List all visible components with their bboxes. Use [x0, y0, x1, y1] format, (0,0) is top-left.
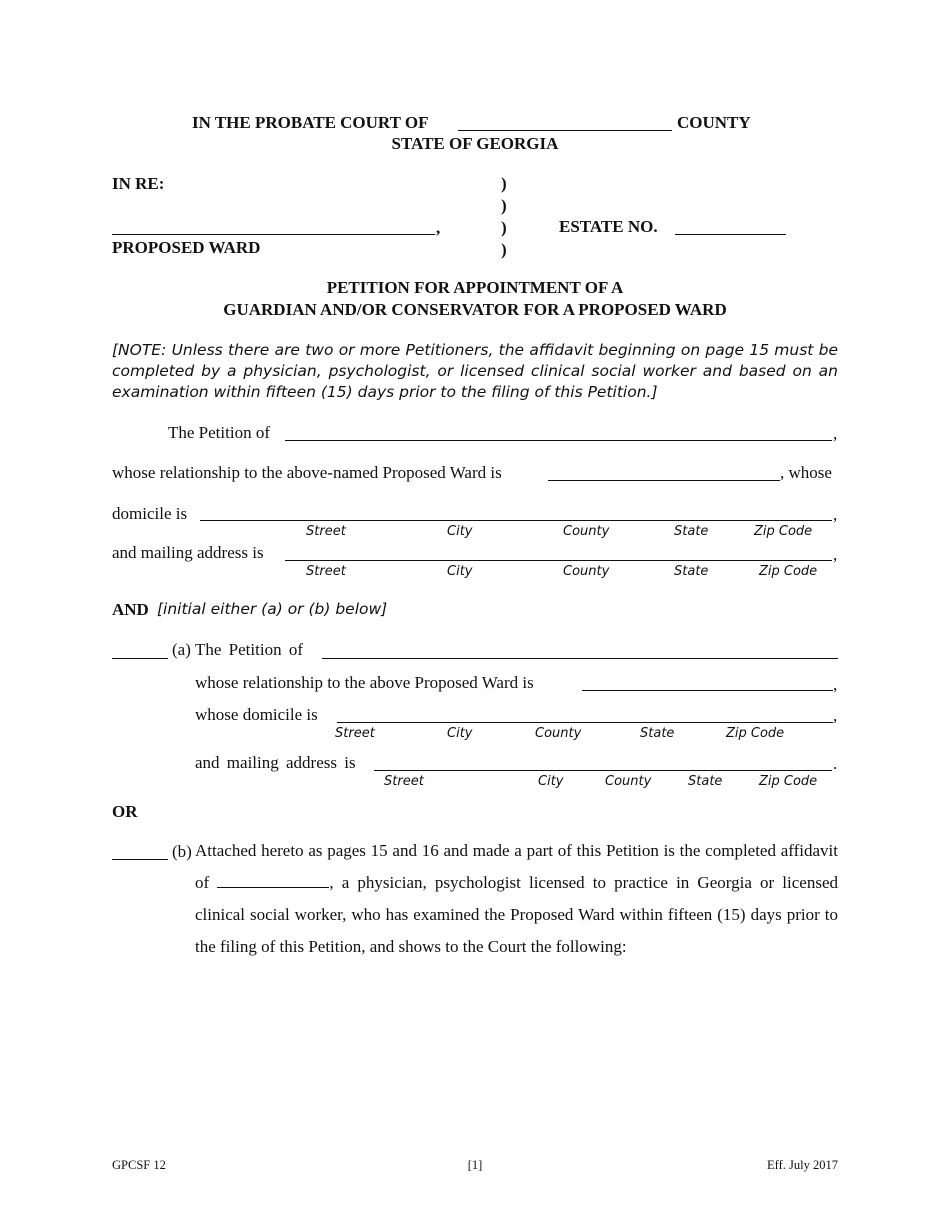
mailing-caption-street: Street [306, 564, 346, 579]
option-a-name-blank[interactable] [322, 658, 838, 659]
mailing-blank[interactable] [285, 560, 832, 561]
domicile-caption-county: County [563, 524, 610, 539]
domicile-caption-city: City [447, 524, 473, 539]
domicile-blank[interactable] [200, 520, 832, 521]
domicile-label: domicile is [112, 504, 188, 523]
footer-form-id: GPCSF 12 [112, 1158, 166, 1172]
option-a-mailing-caption-state: State [688, 774, 723, 789]
domicile-caption-street: Street [306, 524, 346, 539]
and-label: AND [112, 600, 149, 619]
domicile-caption-zip: Zip Code [754, 524, 813, 539]
mailing-caption-state: State [674, 564, 709, 579]
option-a-relationship-label: whose relationship to the above Proposed Ward is [195, 673, 534, 692]
estate-no-blank[interactable] [675, 234, 786, 235]
option-a-domicile-caption-county: County [535, 726, 582, 741]
petitioner-name-blank[interactable] [285, 440, 832, 441]
option-a-label: (a) [172, 640, 191, 659]
option-a-mailing-blank[interactable] [374, 770, 832, 771]
county-name-blank[interactable] [458, 130, 672, 131]
caption-comma: , [436, 218, 441, 237]
proposed-ward-name-blank[interactable] [112, 234, 435, 235]
caption-paren-1: ) [501, 174, 507, 193]
estate-no-label: ESTATE NO. [559, 217, 658, 236]
option-a-mailing-caption-city: City [538, 774, 564, 789]
court-suffix: COUNTY [677, 113, 751, 132]
relationship-suffix: , whose [780, 463, 832, 482]
option-a-domicile-comma: , [833, 706, 838, 725]
domicile-caption-state: State [674, 524, 709, 539]
footer-page-number: [1] [467, 1158, 483, 1172]
option-b-initial-blank[interactable] [112, 859, 168, 860]
option-a-mailing-caption-county: County [605, 774, 652, 789]
option-a-mailing-period: . [833, 754, 838, 773]
title-line-2: GUARDIAN AND/OR CONSERVATOR FOR A PROPOSED WARD [223, 300, 727, 319]
option-a-petition-of: The Petition of [195, 640, 303, 659]
option-a-domicile-caption-street: Street [335, 726, 375, 741]
option-a-domicile-caption-state: State [640, 726, 675, 741]
option-b-text-2: , a physician, psychologist licensed to practice in Georgia or licensed clinical social worker, who has examined the Proposed Ward within fifteen (15) days prior to the filing of this Petition, and shows to the Court the following: [195, 873, 839, 956]
option-a-domicile-caption-city: City [447, 726, 473, 741]
relationship-blank[interactable] [548, 480, 780, 481]
mailing-comma: , [833, 545, 838, 564]
caption-paren-4: ) [501, 240, 507, 259]
state-heading: STATE OF GEORGIA [391, 134, 559, 153]
option-a-mailing-caption-street: Street [384, 774, 424, 789]
domicile-comma: , [833, 505, 838, 524]
option-a-domicile-label: whose domicile is [195, 705, 318, 724]
petitioner-comma: , [833, 424, 838, 443]
and-instruction: [initial either (a) or (b) below] [157, 600, 388, 618]
or-label: OR [112, 802, 138, 821]
petition-of-label: The Petition of [168, 423, 270, 442]
caption-paren-2: ) [501, 196, 507, 215]
option-a-domicile-blank[interactable] [337, 722, 833, 723]
relationship-label: whose relationship to the above-named Proposed Ward is [112, 463, 502, 482]
title-line-1: PETITION FOR APPOINTMENT OF A [326, 278, 624, 297]
caption-paren-3: ) [501, 218, 507, 237]
option-b-affiant-blank[interactable] [217, 872, 329, 888]
option-a-mailing-label: and mailing address is [195, 753, 356, 772]
option-b-paragraph [195, 835, 838, 963]
mailing-caption-zip: Zip Code [759, 564, 818, 579]
option-a-mailing-caption-zip: Zip Code [759, 774, 818, 789]
option-a-domicile-caption-zip: Zip Code [726, 726, 785, 741]
mailing-caption-city: City [447, 564, 473, 579]
mailing-label: and mailing address is [112, 543, 264, 562]
footer-effective-date: Eff. July 2017 [767, 1158, 838, 1172]
mailing-caption-county: County [563, 564, 610, 579]
option-a-relationship-blank[interactable] [582, 690, 833, 691]
option-b-label: (b) [172, 842, 192, 861]
court-prefix: IN THE PROBATE COURT OF [192, 113, 429, 132]
option-a-initial-blank[interactable] [112, 658, 168, 659]
option-b-text-1: Attached hereto as pages 15 and 16 and made a part of this Petition is the completed affidavit of [195, 841, 838, 892]
in-re-label: IN RE: [112, 174, 165, 193]
note-text: [NOTE: Unless there are two or more Petitioners, the affidavit beginning on page 15 must be completed by a physician, psychologist, or licensed clinical social worker and based on an examination within fifteen (15) days prior to the filing of this Petition.] [112, 341, 838, 401]
proposed-ward-label: PROPOSED WARD [112, 238, 261, 257]
option-a-relationship-comma: , [833, 675, 838, 694]
